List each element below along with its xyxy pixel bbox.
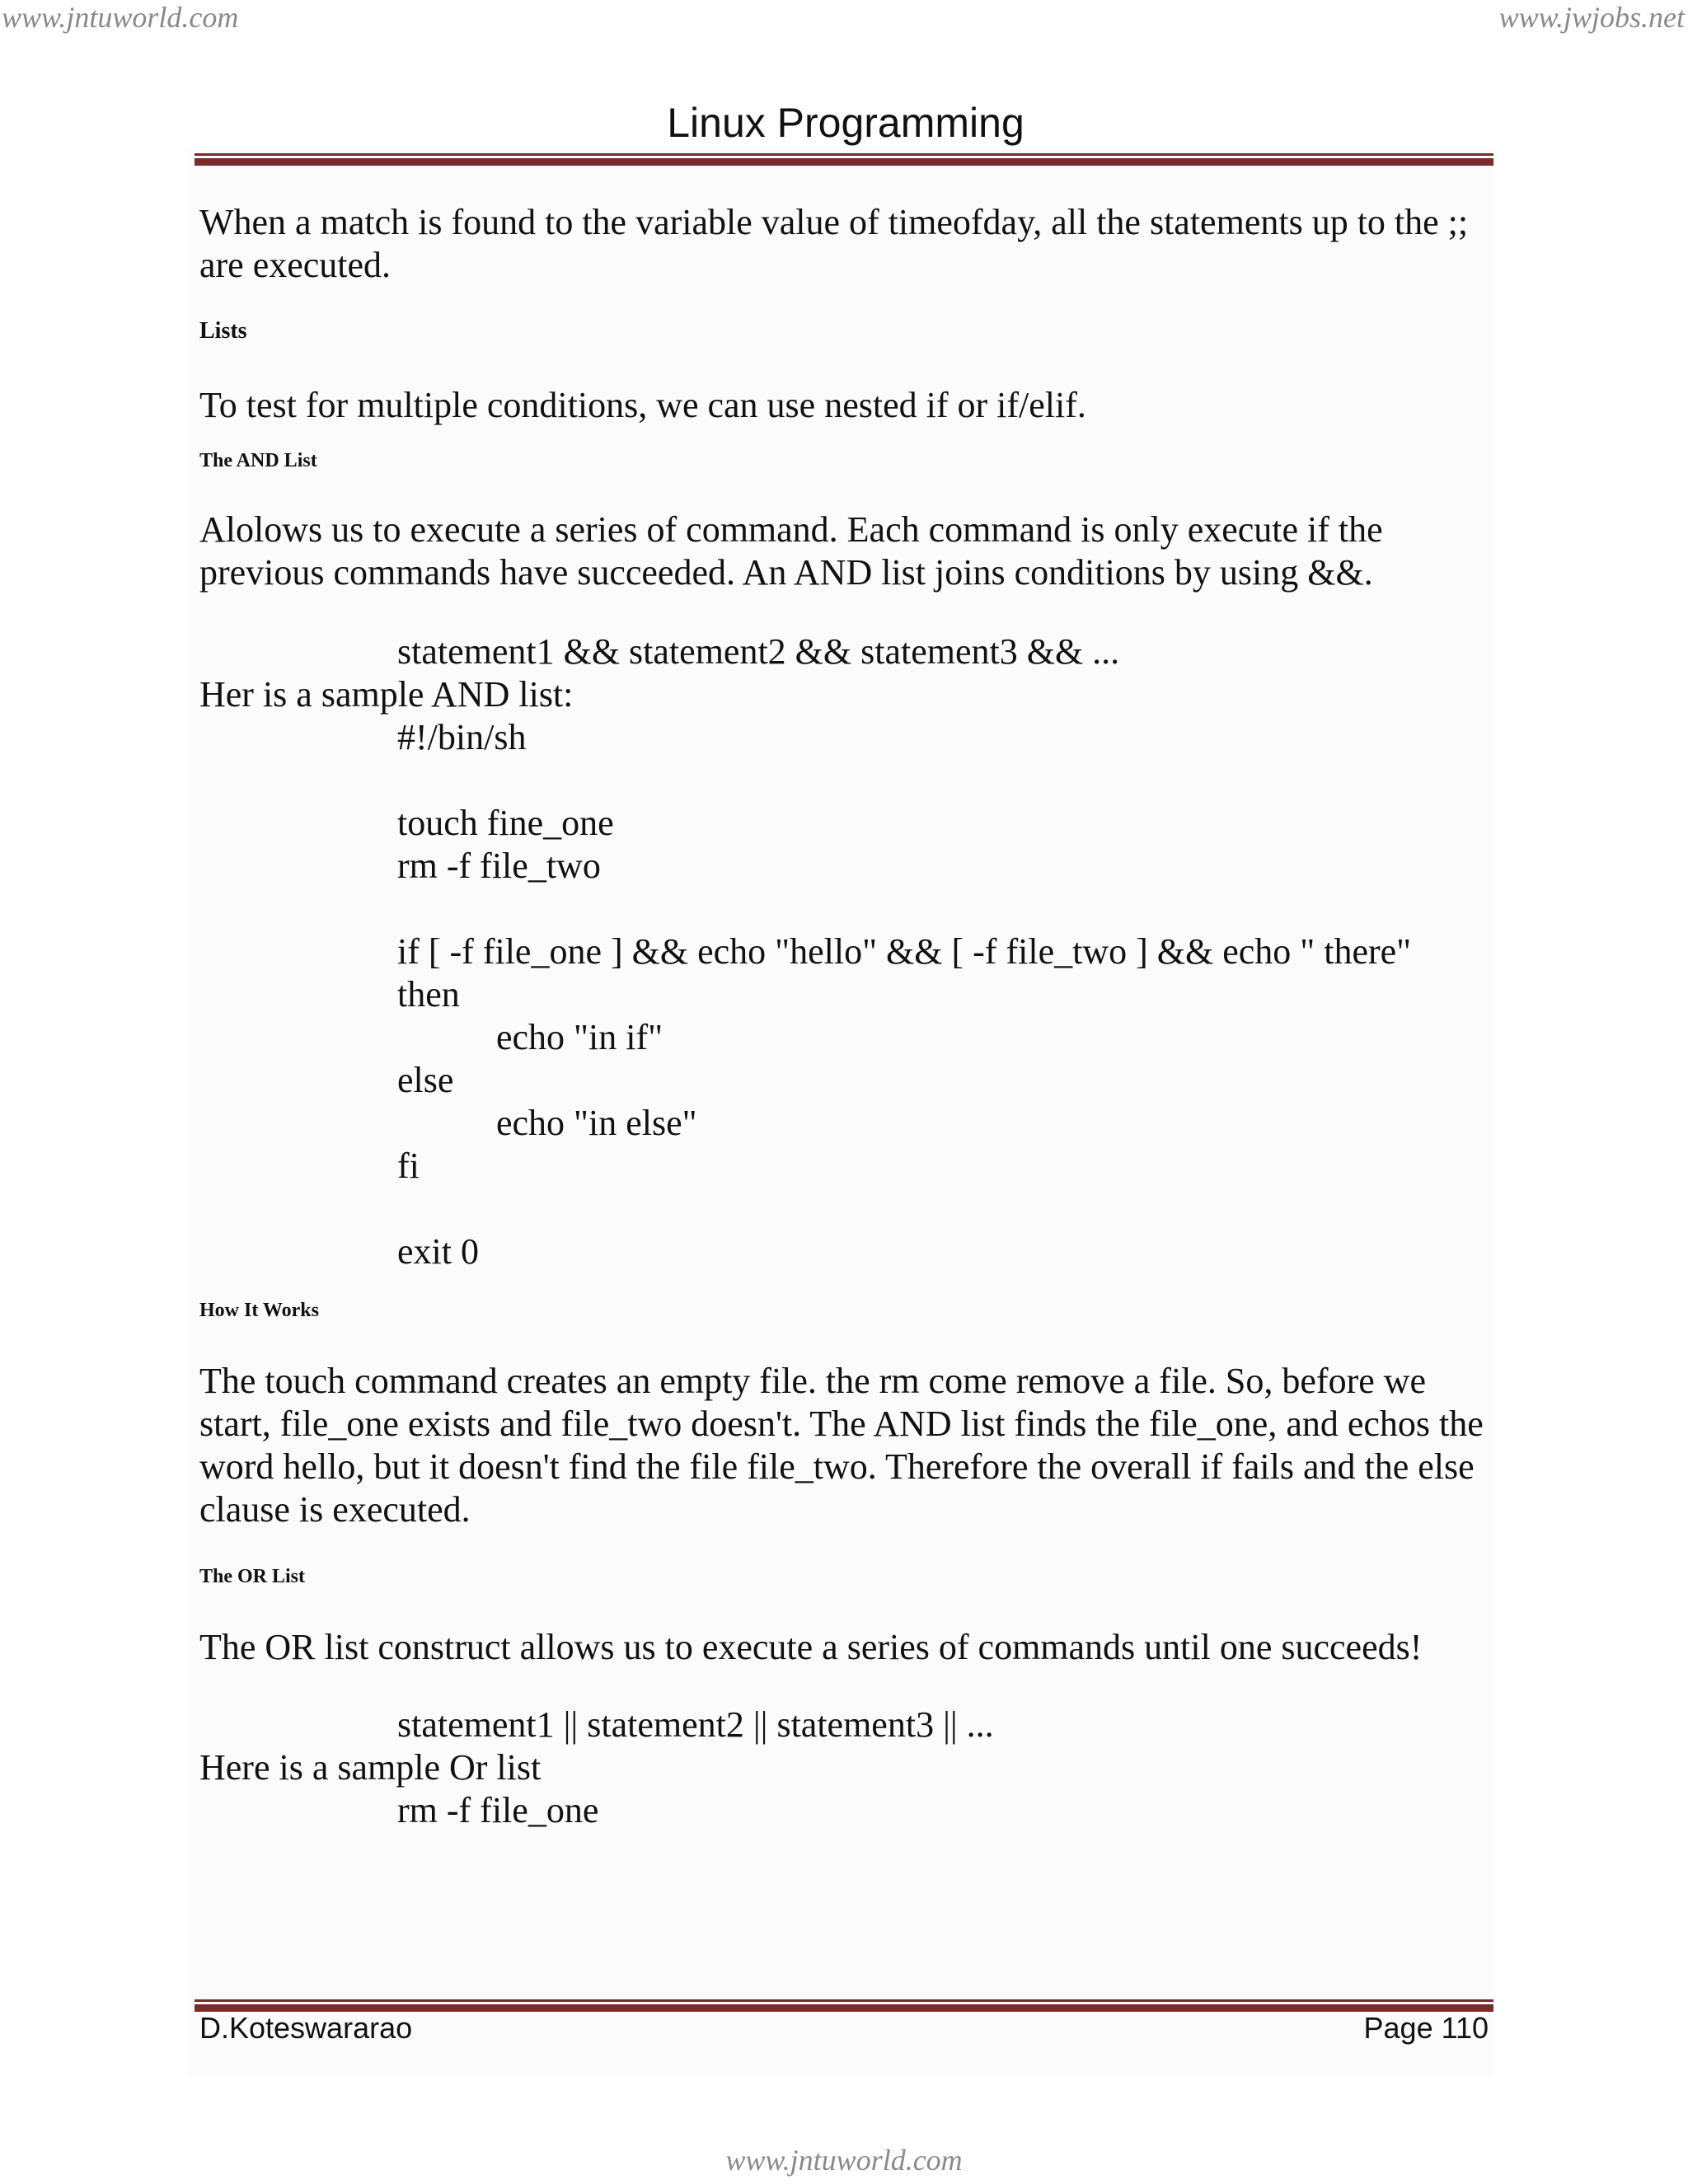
footer-rule (195, 1999, 1493, 2012)
code-line: if [ -f file_one ] && echo "hello" && [ -f file_two ] && echo " there" (397, 931, 1412, 972)
code-line: touch fine_one (397, 803, 614, 843)
watermark-top-left: www.jntuworld.com (2, 1, 239, 34)
code-line: echo "in else" (496, 1103, 697, 1143)
code-line (199, 759, 1485, 802)
heading-or-list: The OR List (199, 1566, 306, 1587)
paragraph-and-list-description: Alolows us to execute a series of command. Each command is only execute if the previous commands have succeeded. An AND list joins conditions by using &&. (199, 509, 1383, 593)
code-line (199, 888, 1485, 930)
code-or-sample: rm -f file_one (397, 1790, 599, 1830)
page-content (199, 201, 1485, 1832)
page-header-title: Linux Programming (667, 100, 1025, 146)
code-line (199, 1188, 1485, 1230)
code-line: fi (397, 1146, 420, 1186)
heading-lists: Lists (199, 318, 247, 344)
footer-author: D.Koteswararao (199, 2011, 413, 2045)
heading-and-list: The AND List (199, 450, 317, 471)
code-line: #!/bin/sh (397, 717, 527, 757)
paragraph-sample-or-list: Here is a sample Or list (199, 1747, 542, 1788)
code-line: exit 0 (397, 1231, 479, 1272)
code-block-and-list (199, 716, 1485, 1273)
paragraph-sample-and-list: Her is a sample AND list: (199, 674, 574, 715)
paragraph-case-match: When a match is found to the variable value of timeofday, all the statements up to the ;; are executed. (199, 202, 1469, 285)
watermark-bottom: www.jntuworld.com (725, 2144, 963, 2177)
watermark-top-right: www.jwjobs.net (1498, 1, 1685, 34)
paragraph-how-it-works: The touch command creates an empty file. the rm come remove a file. So, before we start, file_one exists and file_two doesn't. The AND list finds the file_one, and echos the word hello, but it doesn't find the file file_two. Therefore the overall if fails and the else clause is executed. (199, 1361, 1484, 1530)
header-rule (195, 153, 1493, 166)
footer-page-number: Page 110 (1363, 2011, 1489, 2045)
code-and-syntax: statement1 && statement2 && statement3 && ... (397, 631, 1120, 672)
code-line: rm -f file_two (397, 846, 601, 886)
paragraph-multiple-conditions: To test for multiple conditions, we can use nested if or if/elif. (199, 385, 1086, 425)
code-line: then (397, 974, 460, 1015)
code-or-syntax: statement1 || statement2 || statement3 || ... (397, 1704, 994, 1745)
code-line: else (397, 1060, 454, 1100)
heading-how-it-works: How It Works (199, 1300, 319, 1321)
paragraph-or-list-description: The OR list construct allows us to execute a series of commands until one succeeds! (199, 1627, 1423, 1667)
code-line: echo "in if" (496, 1017, 663, 1057)
